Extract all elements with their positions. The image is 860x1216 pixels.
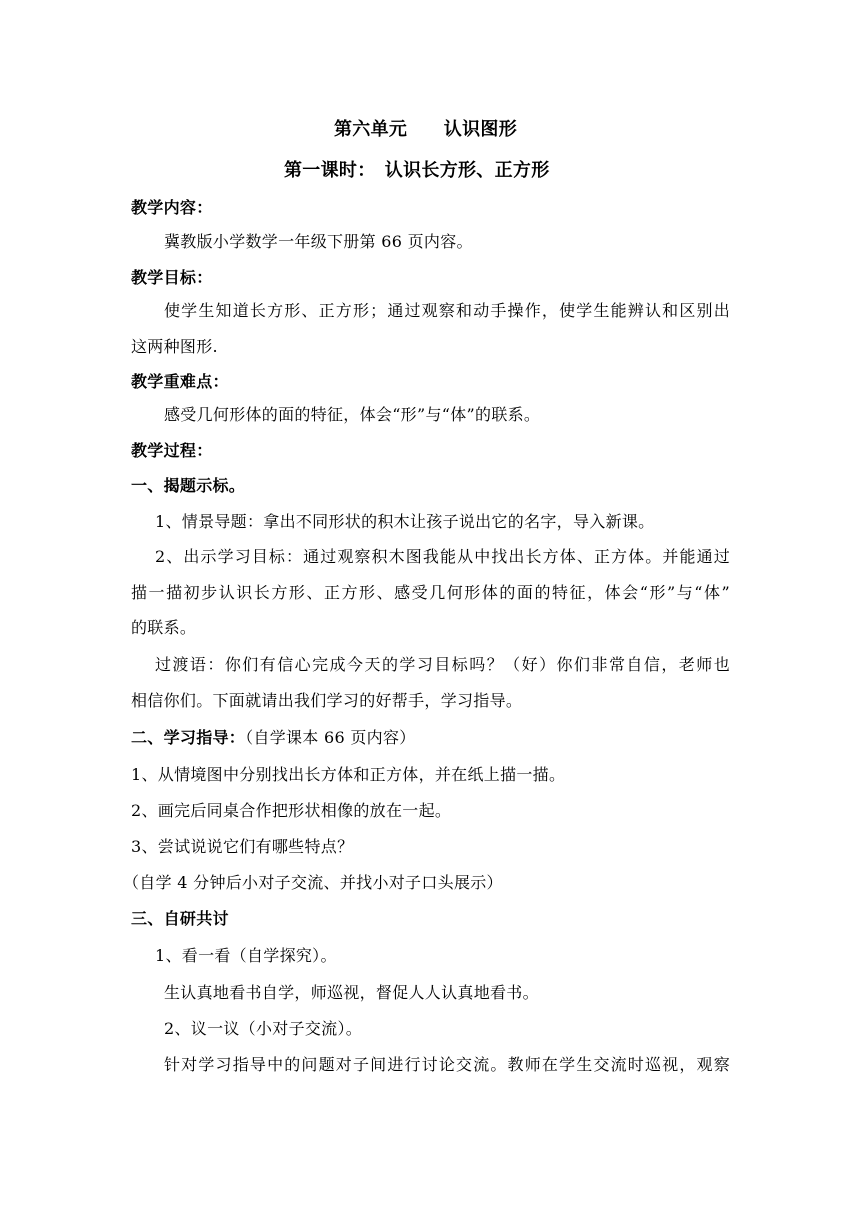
keypoints-text: 感受几何形体的面的特征，体会“形”与“体”的联系。: [164, 405, 541, 424]
section-2-item-1: 1、从情境图中分别找出长方体和正方体，并在纸上描一描。: [131, 765, 566, 784]
section-2-heading: 二、学习指导：: [131, 728, 246, 747]
keypoints-heading: 教学重难点：: [131, 372, 229, 391]
goals-text-line-2: 这两种图形.: [131, 337, 218, 356]
goals-text-line-1: 使学生知道长方形、正方形；通过观察和动手操作，使学生能辨认和区别出: [164, 301, 730, 320]
section-1-heading: 一、揭题示标。: [131, 476, 246, 495]
section-2-item-2: 2、画完后同桌合作把形状相像的放在一起。: [131, 801, 452, 820]
section-1-item-1: 1、情景导题：拿出不同形状的积木让孩子说出它的名字，导入新课。: [155, 512, 655, 531]
section-1-item-2-line-2: 描一描初步认识长方形、正方形、感受几何形体的面的特征，体会“形”与“体”: [131, 583, 730, 602]
section-1-item-2-line-3: 的联系。: [131, 618, 197, 637]
process-heading: 教学过程：: [131, 441, 213, 460]
section-3-item-2: 2、议一议（小对子交流）。: [164, 1019, 363, 1038]
section-3-heading: 三、自研共讨: [131, 909, 229, 928]
section-2-note: （自学课本 66 页内容）: [245, 728, 416, 747]
section-3-item-1: 1、看一看（自学探究）。: [155, 946, 337, 965]
goals-heading: 教学目标：: [131, 268, 213, 287]
section-3-item-1-text: 生认真地看书自学，师巡视，督促人人认真地看书。: [164, 983, 539, 1002]
section-3-item-2-text: 针对学习指导中的问题对子间进行讨论交流。教师在学生交流时巡视，观察: [164, 1055, 730, 1074]
section-2-note-2: （自学 4 分钟后小对子交流、并找小对子口头展示）: [123, 873, 503, 892]
transition-line-1: 过渡语：你们有信心完成今天的学习目标吗？（好）你们非常自信，老师也: [155, 655, 730, 674]
content-heading: 教学内容：: [131, 198, 213, 217]
content-text: 冀教版小学数学一年级下册第 66 页内容。: [164, 232, 473, 251]
transition-line-2: 相信你们。下面就请出我们学习的好帮手，学习指导。: [131, 691, 523, 710]
unit-title: 第六单元 认识图形: [334, 119, 517, 140]
section-1-item-2-line-1: 2、出示学习目标：通过观察积木图我能从中找出长方体、正方体。并能通过: [155, 547, 730, 566]
lesson-title: 第一课时： 认识长方形、正方形: [284, 160, 550, 181]
section-2-heading-row: [131, 728, 416, 748]
section-2-item-3: 3、尝试说说它们有哪些特点？: [131, 837, 354, 856]
